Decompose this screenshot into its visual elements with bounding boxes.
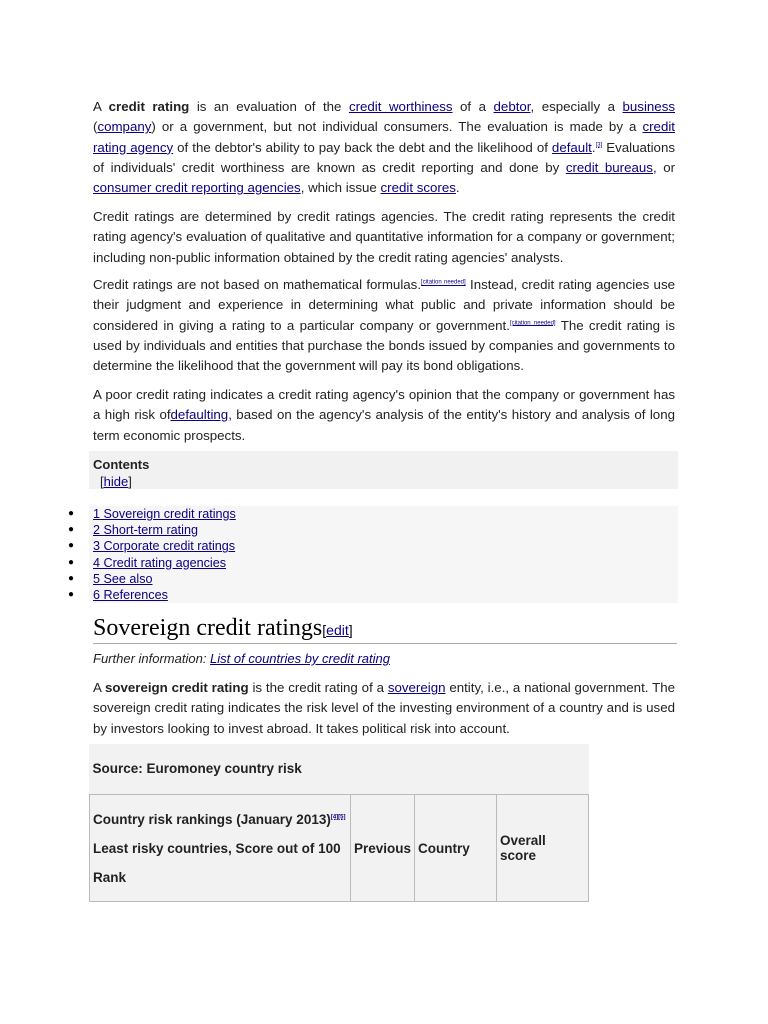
link-default[interactable]: default <box>551 139 592 155</box>
text: of a <box>452 99 494 114</box>
section-edit <box>322 622 352 638</box>
bullet-icon: ● <box>68 508 75 519</box>
toc-link-agencies[interactable]: 4 Credit rating agencies <box>93 555 227 570</box>
text: , based on the agency's analysis of the entity's history and analysis of long term economic prospects. <box>93 407 675 443</box>
paragraph-poor-rating <box>93 385 675 446</box>
paragraph-formulas <box>93 275 675 376</box>
bracket: ] <box>128 474 132 489</box>
toc-list <box>68 506 678 603</box>
toc-item <box>68 555 678 571</box>
column-country: Country <box>415 795 497 902</box>
bullet-icon: ● <box>68 540 75 552</box>
table-title <box>93 805 347 834</box>
paragraph-text: Credit ratings are determined by credit ratings agencies. The credit rating represents the credit rating agency's evaluation of qualitative and quantitative information for a company or government; including non-public information obtained by the credit rating agencies' analysts. <box>93 209 675 265</box>
bracket: [ <box>100 474 104 489</box>
text: The credit rating is used by individuals and entities that purchase the bonds issued by companies and governments to determine the likelihood that the government will pay its bond obligations. <box>93 317 675 374</box>
link-credit-bureaus[interactable]: credit bureaus <box>565 159 653 175</box>
toc-link-see-also[interactable]: 5 See also <box>93 571 153 586</box>
paragraph-determined <box>93 207 675 268</box>
term-sovereign-credit-rating: sovereign credit rating <box>104 680 249 695</box>
table-subtitle: Least risky countries, Score out of 100 <box>93 840 341 856</box>
column-previous: Previous <box>351 795 415 902</box>
text: A poor credit rating indicates a credit rating agency's opinion that the company or government has a high risk of <box>93 387 675 423</box>
text: , especially a <box>530 99 623 114</box>
toc-item <box>68 522 678 538</box>
further-information <box>93 651 390 666</box>
column-overall-score: Overall score <box>497 795 589 902</box>
link-consumer-credit-reporting-agencies[interactable]: consumer credit reporting agencies <box>93 180 301 196</box>
toc-link-sovereign[interactable]: 1 Sovereign credit ratings <box>93 507 236 521</box>
text: Evaluations of individuals' credit worthiness are known as credit reporting and done by <box>93 139 675 175</box>
link-defaulting[interactable]: defaulting <box>170 407 229 423</box>
table-title-text: Country risk rankings (January 2013) <box>93 811 331 827</box>
citation-needed-link[interactable]: [citation needed] <box>509 320 556 327</box>
toc-title: Contents <box>93 457 150 472</box>
toc-link-corporate[interactable]: 3 Corporate credit ratings <box>93 539 236 554</box>
text: is the credit rating of a <box>248 680 388 695</box>
bullet-icon: ● <box>68 572 75 584</box>
toc-hide-link[interactable]: hide <box>103 474 129 489</box>
text: Instead, credit rating agencies use their judgment and experience in determining what public and private information should be considered in giving a rating to a particular company or government. <box>93 277 675 333</box>
toc-link-references[interactable]: 6 References <box>93 587 168 602</box>
text: , or <box>652 159 676 175</box>
section-heading <box>93 613 677 644</box>
link-debtor[interactable]: debtor <box>493 99 531 114</box>
bracket: [ <box>322 622 327 638</box>
link-credit-scores[interactable]: credit scores <box>380 180 456 196</box>
reference-3[interactable]: [3] <box>595 142 603 149</box>
text: , which issue <box>300 180 381 196</box>
link-company[interactable]: company <box>97 119 152 135</box>
text: A <box>93 680 105 695</box>
text: of the debtor's ability to pay back the debt and the likelihood of <box>173 139 552 155</box>
edit-link[interactable]: edit <box>326 622 349 638</box>
bullet-icon: ● <box>68 524 75 536</box>
table-source: Source: Euromoney country risk <box>92 760 302 776</box>
reference-4-5[interactable]: [4][5] <box>330 814 346 820</box>
section-title: Sovereign credit ratings <box>93 615 323 641</box>
citation-needed-link[interactable]: [citation needed] <box>421 279 466 286</box>
link-credit-rating-agency[interactable]: credit rating agency <box>93 119 675 155</box>
country-risk-table <box>89 744 589 902</box>
toc-link-short-term[interactable]: 2 Short-term rating <box>93 523 198 538</box>
column-rank: Rank <box>93 869 127 885</box>
further-label: Further information: <box>93 651 211 666</box>
text: entity, i.e., a national government. The sovereign credit rating indicates the risk level of the investing environment of a country and is used by investors looking to invest abroad. It takes political risk into account. <box>93 680 675 736</box>
text: ) or a government, but not individual consumers. The evaluation is made by a <box>151 119 643 135</box>
bracket: ] <box>348 622 353 638</box>
link-business[interactable]: business <box>622 99 675 114</box>
link-list-of-countries[interactable]: List of countries by credit rating <box>210 651 390 666</box>
table-header-cell <box>90 795 351 902</box>
toc-item <box>68 538 678 554</box>
text: ( <box>93 119 98 135</box>
text: A <box>93 99 109 114</box>
text: . <box>455 180 460 196</box>
table-header-row <box>90 795 589 902</box>
link-credit-worthiness[interactable]: credit worthiness <box>348 99 453 114</box>
toc-item <box>68 506 678 522</box>
toc-item <box>68 571 678 587</box>
link-sovereign[interactable]: sovereign <box>387 680 446 695</box>
paragraph-sovereign <box>93 678 675 739</box>
toc-hide-toggle <box>100 474 132 489</box>
toc-item <box>68 587 678 603</box>
toc-header <box>89 451 678 489</box>
text: Credit ratings are not based on mathematical formulas. <box>93 277 422 292</box>
bullet-icon: ● <box>68 556 75 568</box>
intro-paragraph <box>93 97 675 198</box>
table-source-row <box>90 744 589 792</box>
term-credit-rating: credit rating <box>108 99 190 114</box>
text: is an evaluation of the <box>189 99 349 114</box>
text: . <box>591 139 596 155</box>
bullet-icon: ● <box>68 588 75 600</box>
